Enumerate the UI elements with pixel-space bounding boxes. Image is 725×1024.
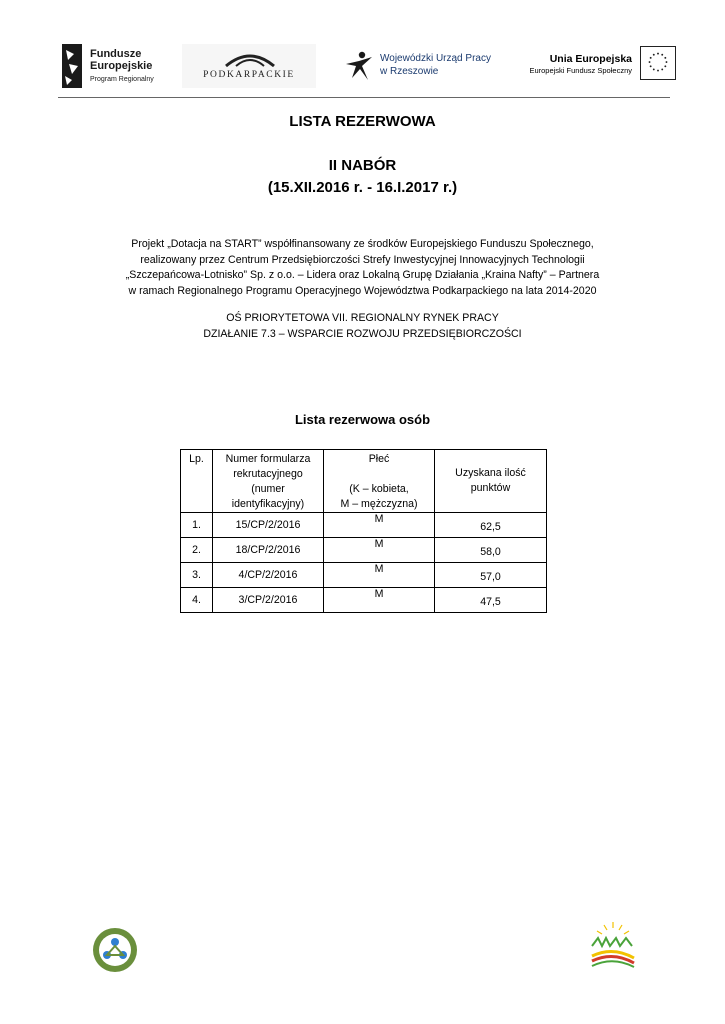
header-points-line: punktów	[470, 482, 511, 494]
podkarpackie-arc-icon	[224, 50, 276, 68]
row-sex: M	[324, 513, 435, 538]
row-points: 47,5	[435, 588, 547, 613]
reserve-list-table	[180, 449, 547, 613]
intro-line2: realizowany przez Centrum Przedsiębiorczości Strefy Inwestycyjnej Innowacyjnych Technologii	[140, 253, 585, 266]
page-title: LISTA REZERWOWA	[289, 113, 436, 130]
row-form-number: 15/CP/2/2016	[213, 513, 324, 538]
row-points: 57,0	[435, 563, 547, 588]
header-form-line: Numer formularza	[225, 453, 311, 465]
header-sex-spacer	[324, 467, 434, 482]
fundusze-line1: Fundusze	[90, 48, 142, 60]
header-divider	[58, 97, 670, 98]
header-form-line: rekrutacyjnego	[233, 468, 303, 480]
podkarpackie-text: PODKARPACKIE	[203, 70, 295, 80]
row-sex: M	[324, 538, 435, 563]
row-lp: 3.	[181, 563, 213, 588]
table-row	[181, 588, 547, 613]
header-sex-line: Płeć	[368, 453, 390, 465]
header-points-line: Uzyskana ilość	[455, 467, 526, 479]
header-form-line: identyfikacyjny)	[231, 498, 305, 510]
row-points: 58,0	[435, 538, 547, 563]
header-lp: Lp.	[181, 450, 213, 513]
table-header-row	[181, 450, 547, 513]
wup-figure-icon	[342, 50, 376, 84]
fundusze-line2: Europejskie	[90, 60, 153, 72]
row-form-number: 3/CP/2/2016	[213, 588, 324, 613]
eu-flag-icon	[640, 46, 676, 80]
list-heading: Lista rezerwowa osób	[294, 412, 431, 427]
header-sex-line: (K – kobieta,	[349, 483, 409, 495]
project-description	[80, 237, 645, 299]
priority-axis	[80, 311, 645, 342]
table-row	[181, 538, 547, 563]
wup-line1: Wojewódzki Urząd Pracy	[380, 53, 491, 64]
intro-line4: w ramach Regionalnego Programu Operacyjnego Województwa Podkarpackiego na lata 2014-2020	[128, 284, 597, 297]
row-points: 62,5	[435, 513, 547, 538]
intro-line1: Projekt „Dotacja na START” współfinansowany ze środków Europejskiego Funduszu Społecznego,	[131, 238, 594, 250]
header-sex	[324, 450, 435, 513]
header-sex-line: M – mężczyzna)	[340, 498, 418, 510]
row-sex: M	[324, 563, 435, 588]
table-row	[181, 513, 547, 538]
unia-europejska-logo	[514, 46, 676, 86]
table-row	[181, 563, 547, 588]
row-form-number: 18/CP/2/2016	[213, 538, 324, 563]
intro-line3: „Szczepańcowa-Lotnisko” Sp. z o.o. – Lidera oraz Lokalną Grupę Działania „Kraina Nafty” – Partnera	[125, 269, 600, 281]
fundusze-europejskie-mark-icon	[60, 44, 84, 88]
podkarpackie-logo	[182, 44, 316, 88]
row-lp: 4.	[181, 588, 213, 613]
row-lp: 2.	[181, 538, 213, 563]
round-label: II NABÓR	[328, 157, 397, 174]
row-lp: 1.	[181, 513, 213, 538]
wup-line2: w Rzeszowie	[380, 66, 439, 77]
wup-logo	[340, 48, 500, 88]
header-form-number	[213, 450, 324, 513]
header-form-line: (numer	[251, 483, 285, 495]
header-points	[435, 450, 547, 513]
row-sex: M	[324, 588, 435, 613]
axis-line2: DZIAŁANIE 7.3 – WSPARCIE ROZWOJU PRZEDSIĘBIORCZOŚCI	[203, 327, 522, 340]
kraina-nafty-logo-icon	[588, 920, 638, 968]
fundusze-europejskie-logo	[60, 42, 180, 90]
fundusze-line3: Program Regionalny	[90, 76, 154, 83]
centrum-przedsiebiorczosci-logo-icon	[92, 927, 138, 973]
axis-line1: OŚ PRIORYTETOWA VII. REGIONALNY RYNEK PRACY	[226, 312, 499, 324]
period-label: (15.XII.2016 r. - 16.I.2017 r.)	[267, 179, 458, 196]
ue-line2: Europejski Fundusz Społeczny	[529, 66, 632, 75]
row-form-number: 4/CP/2/2016	[213, 563, 324, 588]
ue-line1: Unia Europejska	[549, 53, 632, 65]
